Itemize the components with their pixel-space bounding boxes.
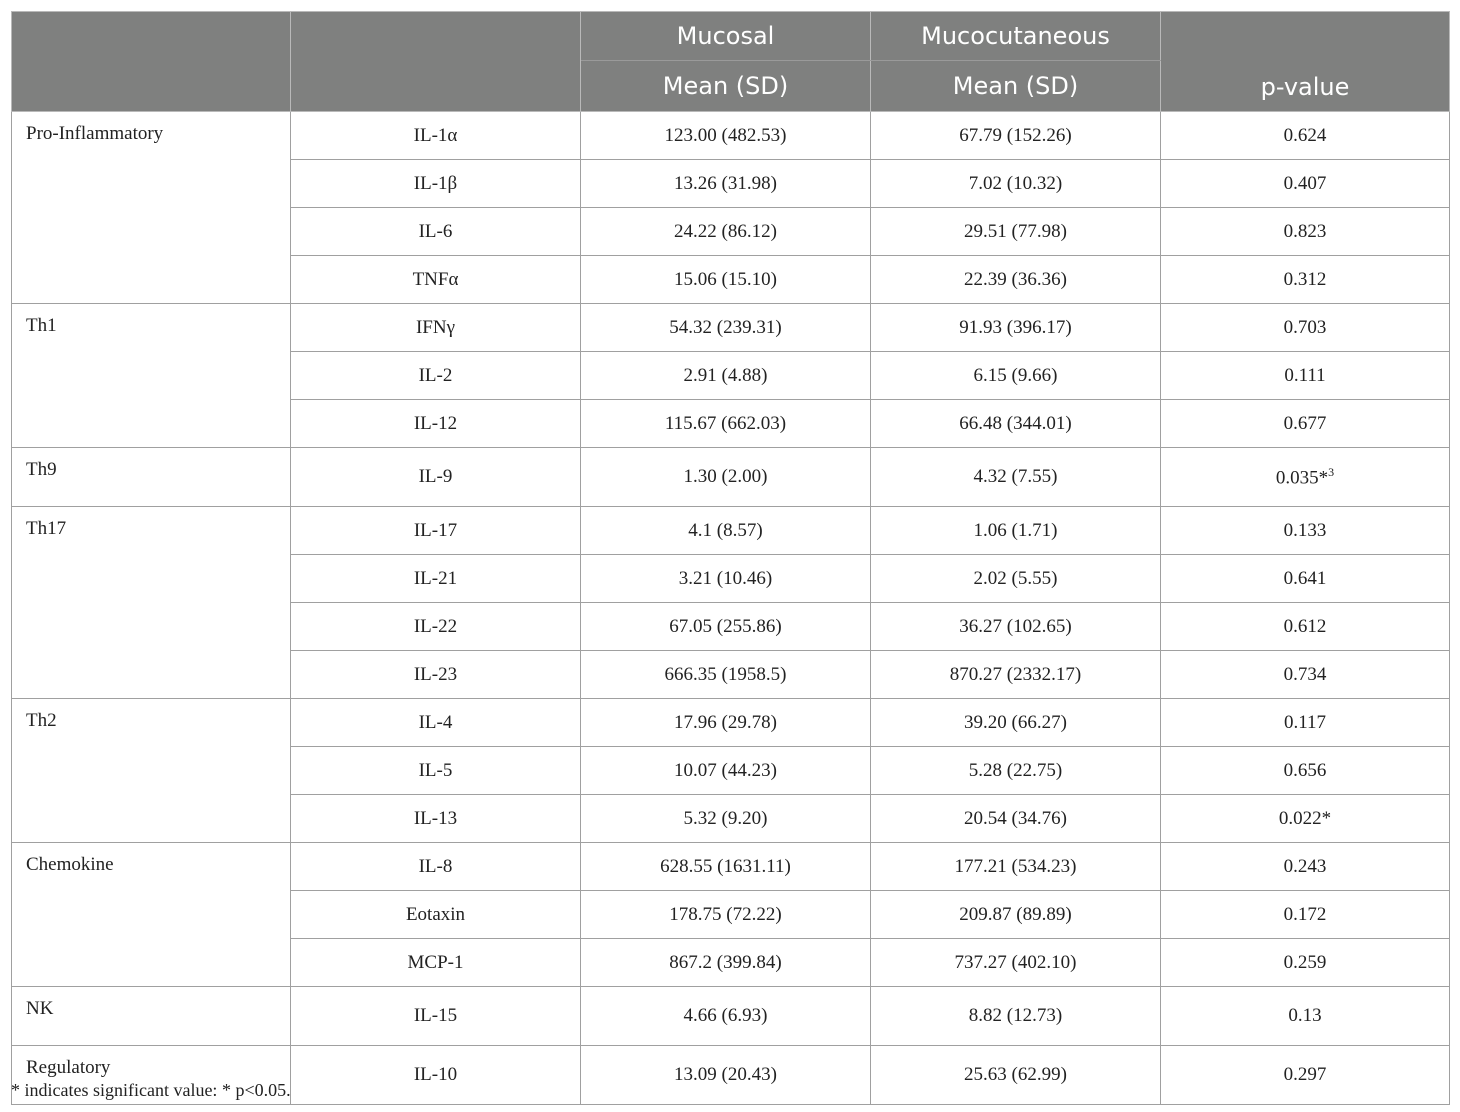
- mucosal-cell: 115.67 (662.03): [581, 400, 871, 448]
- header-marker-cell: [291, 12, 581, 112]
- mucosal-cell: 13.26 (31.98): [581, 160, 871, 208]
- table-row: [12, 507, 1450, 555]
- header-pvalue: p-value: [1161, 12, 1450, 112]
- header-mucosal: Mucosal: [581, 12, 871, 61]
- category-cell: Chemokine: [12, 843, 291, 987]
- marker-cell: IL-23: [291, 651, 581, 699]
- table-footnote: * indicates significant value: * p<0.05.: [11, 1080, 291, 1100]
- mucosal-cell: 54.32 (239.31): [581, 304, 871, 352]
- pvalue-text: 0.703: [1283, 316, 1327, 338]
- pvalue-cell: [1161, 448, 1450, 507]
- pvalue-cell: [1161, 352, 1450, 400]
- pvalue-cell: [1161, 555, 1450, 603]
- mucosal-cell: 3.21 (10.46): [581, 555, 871, 603]
- marker-cell: IL-15: [291, 987, 581, 1046]
- marker-cell: IFNγ: [291, 304, 581, 352]
- marker-cell: IL-4: [291, 699, 581, 747]
- mucocutaneous-cell: 1.06 (1.71): [871, 507, 1161, 555]
- mucocutaneous-cell: 36.27 (102.65): [871, 603, 1161, 651]
- pvalue-cell: [1161, 699, 1450, 747]
- pvalue-superscript: 3: [1328, 464, 1335, 479]
- marker-cell: IL-10: [291, 1046, 581, 1105]
- pvalue-text: 0.677: [1283, 412, 1327, 434]
- marker-cell: IL-21: [291, 555, 581, 603]
- marker-cell: IL-2: [291, 352, 581, 400]
- mucosal-cell: 628.55 (1631.11): [581, 843, 871, 891]
- pvalue-text: 0.172: [1283, 903, 1327, 925]
- pvalue-text: 0.823: [1283, 220, 1327, 242]
- pvalue-text: 0.297: [1283, 1064, 1327, 1085]
- marker-cell: IL-9: [291, 448, 581, 507]
- pvalue-text: 0.624: [1283, 124, 1327, 146]
- marker-cell: TNFα: [291, 256, 581, 304]
- pvalue-cell: [1161, 507, 1450, 555]
- pvalue-text: 0.407: [1283, 172, 1327, 194]
- category-cell: Th1: [12, 304, 291, 448]
- pvalue-text: 0.656: [1283, 759, 1327, 781]
- mucosal-cell: 123.00 (482.53): [581, 112, 871, 160]
- table-row: [12, 843, 1450, 891]
- mucocutaneous-cell: 8.82 (12.73): [871, 987, 1161, 1046]
- marker-cell: IL-6: [291, 208, 581, 256]
- category-cell: Th2: [12, 699, 291, 843]
- header-mucocutaneous: Mucocutaneous: [871, 12, 1161, 61]
- pvalue-text: 0.259: [1283, 951, 1327, 973]
- marker-cell: IL-5: [291, 747, 581, 795]
- mucosal-cell: 13.09 (20.43): [581, 1046, 871, 1105]
- mucocutaneous-cell: 870.27 (2332.17): [871, 651, 1161, 699]
- mucocutaneous-cell: 91.93 (396.17): [871, 304, 1161, 352]
- mucocutaneous-cell: 66.48 (344.01): [871, 400, 1161, 448]
- mucocutaneous-cell: 20.54 (34.76): [871, 795, 1161, 843]
- marker-cell: IL-1α: [291, 112, 581, 160]
- marker-cell: IL-13: [291, 795, 581, 843]
- header-mucosal-mean-sd: Mean (SD): [581, 61, 871, 112]
- category-cell: Th9: [12, 448, 291, 507]
- pvalue-text: 0.243: [1283, 855, 1327, 877]
- pvalue-cell: [1161, 603, 1450, 651]
- mucocutaneous-cell: 4.32 (7.55): [871, 448, 1161, 507]
- mucosal-cell: 15.06 (15.10): [581, 256, 871, 304]
- pvalue-cell: [1161, 256, 1450, 304]
- pvalue-cell: [1161, 651, 1450, 699]
- mucocutaneous-cell: 39.20 (66.27): [871, 699, 1161, 747]
- mucocutaneous-cell: 22.39 (36.36): [871, 256, 1161, 304]
- mucosal-cell: 10.07 (44.23): [581, 747, 871, 795]
- category-cell: Th17: [12, 507, 291, 699]
- table-row: [12, 304, 1450, 352]
- marker-cell: Eotaxin: [291, 891, 581, 939]
- pvalue-text: 0.035*: [1275, 467, 1329, 489]
- mucocutaneous-cell: 6.15 (9.66): [871, 352, 1161, 400]
- pvalue-text: 0.641: [1283, 567, 1327, 589]
- mucosal-cell: 4.66 (6.93): [581, 987, 871, 1046]
- pvalue-cell: [1161, 112, 1450, 160]
- mucocutaneous-cell: 29.51 (77.98): [871, 208, 1161, 256]
- pvalue-cell: [1161, 795, 1450, 843]
- header-mucocutaneous-mean-sd: Mean (SD): [871, 61, 1161, 112]
- mucocutaneous-cell: 5.28 (22.75): [871, 747, 1161, 795]
- table-row: [12, 448, 1450, 507]
- mucocutaneous-cell: 209.87 (89.89): [871, 891, 1161, 939]
- pvalue-text: 0.312: [1283, 268, 1327, 290]
- pvalue-text: 0.612: [1283, 615, 1327, 637]
- pvalue-text: 0.111: [1284, 364, 1326, 386]
- pvalue-cell: [1161, 1046, 1450, 1105]
- table-row: [12, 699, 1450, 747]
- mucocutaneous-cell: 25.63 (62.99): [871, 1046, 1161, 1105]
- cytokine-table-container: [11, 11, 1449, 1105]
- header-category-cell: [12, 12, 291, 112]
- marker-cell: IL-8: [291, 843, 581, 891]
- mucosal-cell: 178.75 (72.22): [581, 891, 871, 939]
- marker-cell: IL-12: [291, 400, 581, 448]
- pvalue-cell: [1161, 939, 1450, 987]
- mucosal-cell: 666.35 (1958.5): [581, 651, 871, 699]
- pvalue-cell: [1161, 400, 1450, 448]
- mucocutaneous-cell: 2.02 (5.55): [871, 555, 1161, 603]
- mucosal-cell: 1.30 (2.00): [581, 448, 871, 507]
- mucocutaneous-cell: 7.02 (10.32): [871, 160, 1161, 208]
- marker-cell: MCP-1: [291, 939, 581, 987]
- pvalue-cell: [1161, 304, 1450, 352]
- mucosal-cell: 4.1 (8.57): [581, 507, 871, 555]
- mucocutaneous-cell: 67.79 (152.26): [871, 112, 1161, 160]
- cytokine-table: [11, 11, 1450, 1105]
- pvalue-text: 0.734: [1283, 663, 1327, 685]
- pvalue-text: 0.022*: [1278, 807, 1332, 829]
- pvalue-text: 0.13: [1288, 1005, 1322, 1026]
- mucocutaneous-cell: 177.21 (534.23): [871, 843, 1161, 891]
- pvalue-text: 0.117: [1283, 711, 1327, 733]
- pvalue-cell: [1161, 160, 1450, 208]
- mucocutaneous-cell: 737.27 (402.10): [871, 939, 1161, 987]
- pvalue-cell: [1161, 843, 1450, 891]
- table-body: [12, 112, 1450, 1105]
- pvalue-text: 0.133: [1283, 519, 1327, 541]
- marker-cell: IL-1β: [291, 160, 581, 208]
- table-row: [12, 112, 1450, 160]
- mucosal-cell: 17.96 (29.78): [581, 699, 871, 747]
- mucosal-cell: 24.22 (86.12): [581, 208, 871, 256]
- pvalue-cell: [1161, 208, 1450, 256]
- category-cell: Regulatory: [12, 1046, 291, 1105]
- category-cell: NK: [12, 987, 291, 1046]
- category-cell: Pro-Inflammatory: [12, 112, 291, 304]
- mucosal-cell: 5.32 (9.20): [581, 795, 871, 843]
- pvalue-cell: [1161, 987, 1450, 1046]
- marker-cell: IL-22: [291, 603, 581, 651]
- mucosal-cell: 2.91 (4.88): [581, 352, 871, 400]
- pvalue-cell: [1161, 747, 1450, 795]
- marker-cell: IL-17: [291, 507, 581, 555]
- pvalue-cell: [1161, 891, 1450, 939]
- mucosal-cell: 867.2 (399.84): [581, 939, 871, 987]
- table-header: [12, 12, 1450, 112]
- mucosal-cell: 67.05 (255.86): [581, 603, 871, 651]
- table-row: [12, 987, 1450, 1046]
